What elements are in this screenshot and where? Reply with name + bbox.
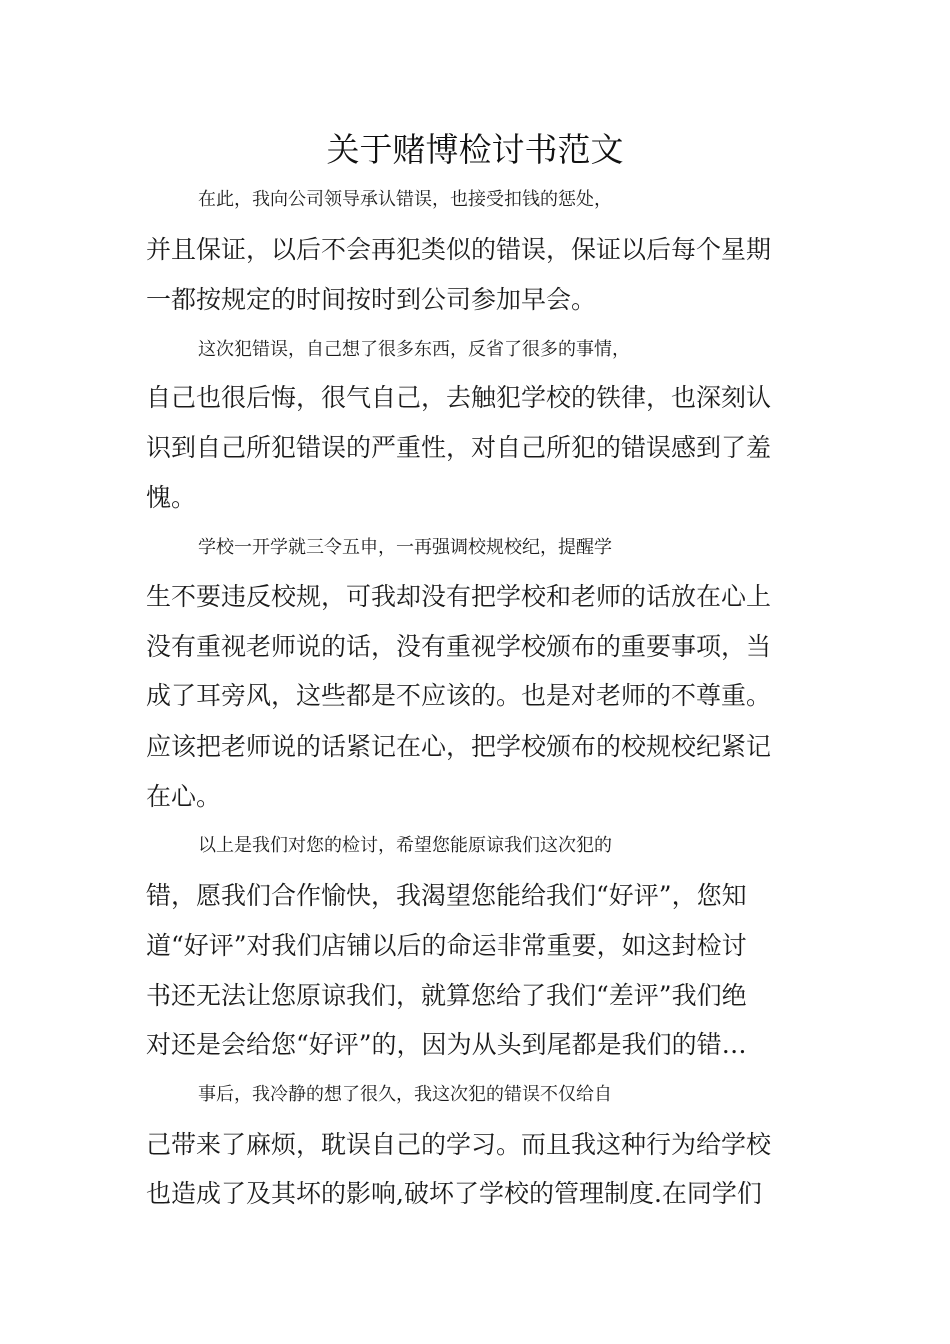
- paragraph-line: 己带来了麻烦，耽误自己的学习。而且我这种行为给学校: [146, 1130, 772, 1159]
- paragraph-line: 生不要违反校规，可我却没有把学校和老师的话放在心上: [146, 582, 772, 611]
- paragraph-line: 道“好评”对我们店铺以后的命运非常重要，如这封检讨: [146, 931, 747, 960]
- paragraph-line: 并且保证，以后不会再犯类似的错误，保证以后每个星期: [146, 235, 772, 264]
- paragraph-line: 也造成了及其坏的影响,破坏了学校的管理制度.在同学们: [146, 1179, 762, 1208]
- paragraph-line: 成了耳旁风，这些都是不应该的。也是对老师的不尊重。: [146, 681, 772, 710]
- document-title: 关于赌博检讨书范文: [326, 130, 624, 169]
- paragraph-line: 错，愿我们合作愉快，我渴望您能给我们“好评”，您知: [146, 881, 747, 910]
- paragraph-line: 在此，我向公司领导承认错误，也接受扣钱的惩处，: [198, 189, 612, 210]
- paragraph-line: 没有重视老师说的话，没有重视学校颁布的重要事项，当: [146, 632, 772, 661]
- paragraph-line: 一都按规定的时间按时到公司参加早会。: [146, 285, 597, 314]
- paragraph-line: 应该把老师说的话紧记在心，把学校颁布的校规校纪紧记: [146, 732, 772, 761]
- paragraph-line: 书还无法让您原谅我们，就算您给了我们“差评”我们绝: [146, 981, 747, 1010]
- paragraph-line: 以上是我们对您的检讨，希望您能原谅我们这次犯的: [198, 835, 612, 856]
- paragraph-line: 对还是会给您“好评”的，因为从头到尾都是我们的错…: [146, 1030, 747, 1059]
- paragraph-line: 识到自己所犯错误的严重性，对自己所犯的错误感到了羞: [146, 433, 772, 462]
- paragraph-line: 在心。: [146, 782, 222, 811]
- paragraph-line: 自己也很后悔，很气自己，去触犯学校的铁律，也深刻认: [146, 383, 772, 412]
- paragraph-line: 愧。: [146, 483, 197, 512]
- paragraph-line: 事后，我冷静的想了很久，我这次犯的错误不仅给自: [198, 1084, 612, 1105]
- paragraph-line: 这次犯错误，自己想了很多东西，反省了很多的事情，: [198, 339, 630, 360]
- paragraph-line: 学校一开学就三令五申，一再强调校规校纪，提醒学: [198, 537, 612, 558]
